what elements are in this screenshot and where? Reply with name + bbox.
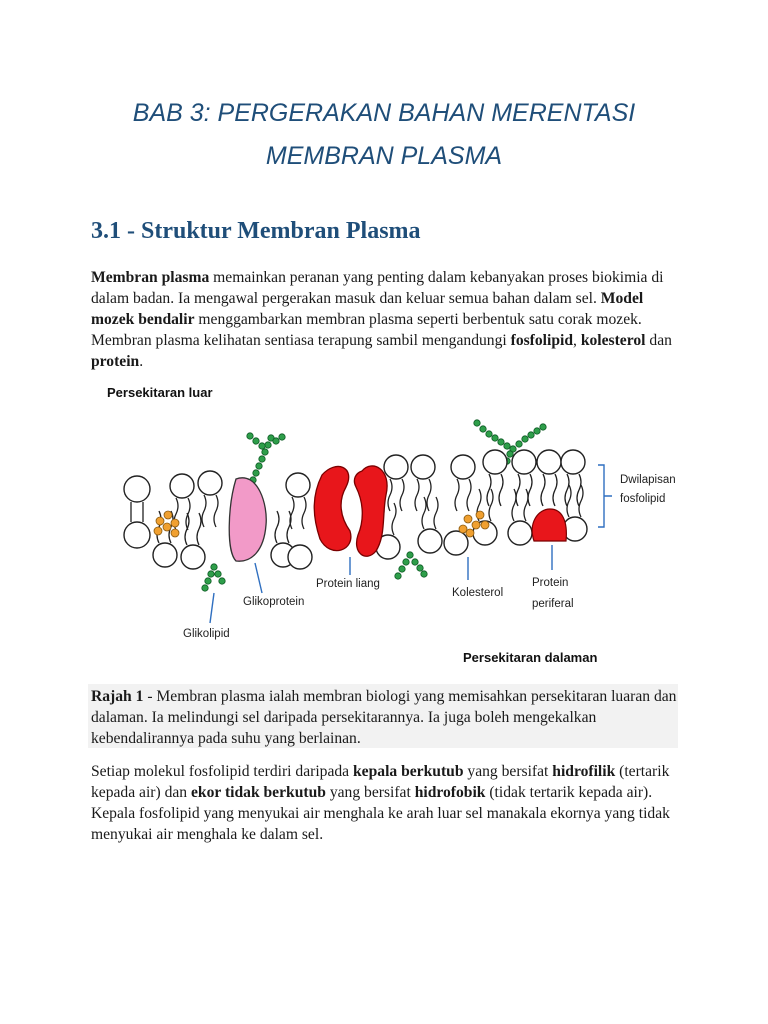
inner-sugar-chain	[395, 552, 427, 579]
term-kepala-berkutub: kepala berkutub	[353, 763, 464, 780]
term-protein: protein	[91, 353, 140, 370]
term-hidrofobik: hidrofobik	[414, 784, 486, 801]
bilayer-label-1: Dwilapisan	[620, 474, 676, 486]
glycolipid-sugar-chain	[202, 564, 225, 591]
peripheral-protein-shape	[532, 509, 566, 541]
document-title	[80, 92, 688, 178]
caption-label: Rajah 1	[91, 688, 144, 705]
glycoprotein-shape	[229, 478, 266, 561]
peripheral-protein-label-2: periferal	[532, 598, 574, 610]
term-fosfolipid: fosfolipid	[510, 332, 574, 349]
peripheral-protein-label-1: Protein	[532, 577, 569, 589]
term-membran-plasma: Membran plasma	[91, 269, 210, 286]
glycolipid-label: Glikolipid	[183, 628, 230, 640]
channel-protein-left	[314, 466, 351, 550]
intro-paragraph: Membran plasma memainkan peranan yang penting dalam kebanyakan proses biokimia di dalam badan. Ia mengawal pergerakan masuk dan keluar semua bahan dalam sel. Model mozek bendalir menggambarkan membran plasma seperti berbentuk satu corak mozek. Membran plasma kelihatan sentiasa terapung sambil mengandungi fosfolipid, kolesterol dan protein.	[91, 269, 672, 370]
figure-caption	[91, 686, 677, 749]
channel-protein-label: Protein liang	[316, 578, 380, 590]
section-heading: 3.1 - Struktur Membran Plasma	[91, 218, 421, 244]
term-kolesterol: kolesterol	[580, 332, 646, 349]
title-line-2: MEMBRAN PLASMA	[265, 142, 503, 170]
edge-phospholipid	[131, 502, 143, 522]
glycoprotein-label: Glikoprotein	[243, 596, 305, 608]
caption-text: - Membran plasma ialah membran biologi yang memisahkan persekitaran luaran dan dalaman. Ia melindungi sel daripada persekitarannya. Ia juga boleh mengekalkan kebendalirannya pada suhu yang berlainan.	[91, 688, 677, 747]
outside-environment-label: Persekitaran luar	[107, 385, 213, 400]
term-model-mozek: Model mozek bendalir	[91, 290, 644, 328]
membrane-diagram	[0, 375, 768, 675]
inside-environment-label: Persekitaran dalaman	[463, 650, 598, 665]
cholesterol-label: Kolesterol	[452, 587, 504, 599]
term-hidrofilik: hidrofilik	[552, 763, 616, 780]
lower-phospholipid-heads	[124, 517, 587, 569]
title-line-1: BAB 3: PERGERAKAN BAHAN MERENTASI	[132, 99, 636, 127]
term-ekor-tidak-berkutub: ekor tidak berkutub	[191, 784, 326, 801]
phospholipid-paragraph: Setiap molekul fosfolipid terdiri daripada kepala berkutub yang bersifat hidrofilik (tertarik kepada air) dan ekor tidak berkutub yang bersifat hidrofobik (tidak tertarik kepada air). Kepala fosfolipid yang menyukai air menghala ke arah luar sel manakala ekornya yang tidak menyukai air menghala ke dalam sel.	[91, 763, 670, 843]
bilayer-label-2: fosfolipid	[620, 493, 666, 505]
